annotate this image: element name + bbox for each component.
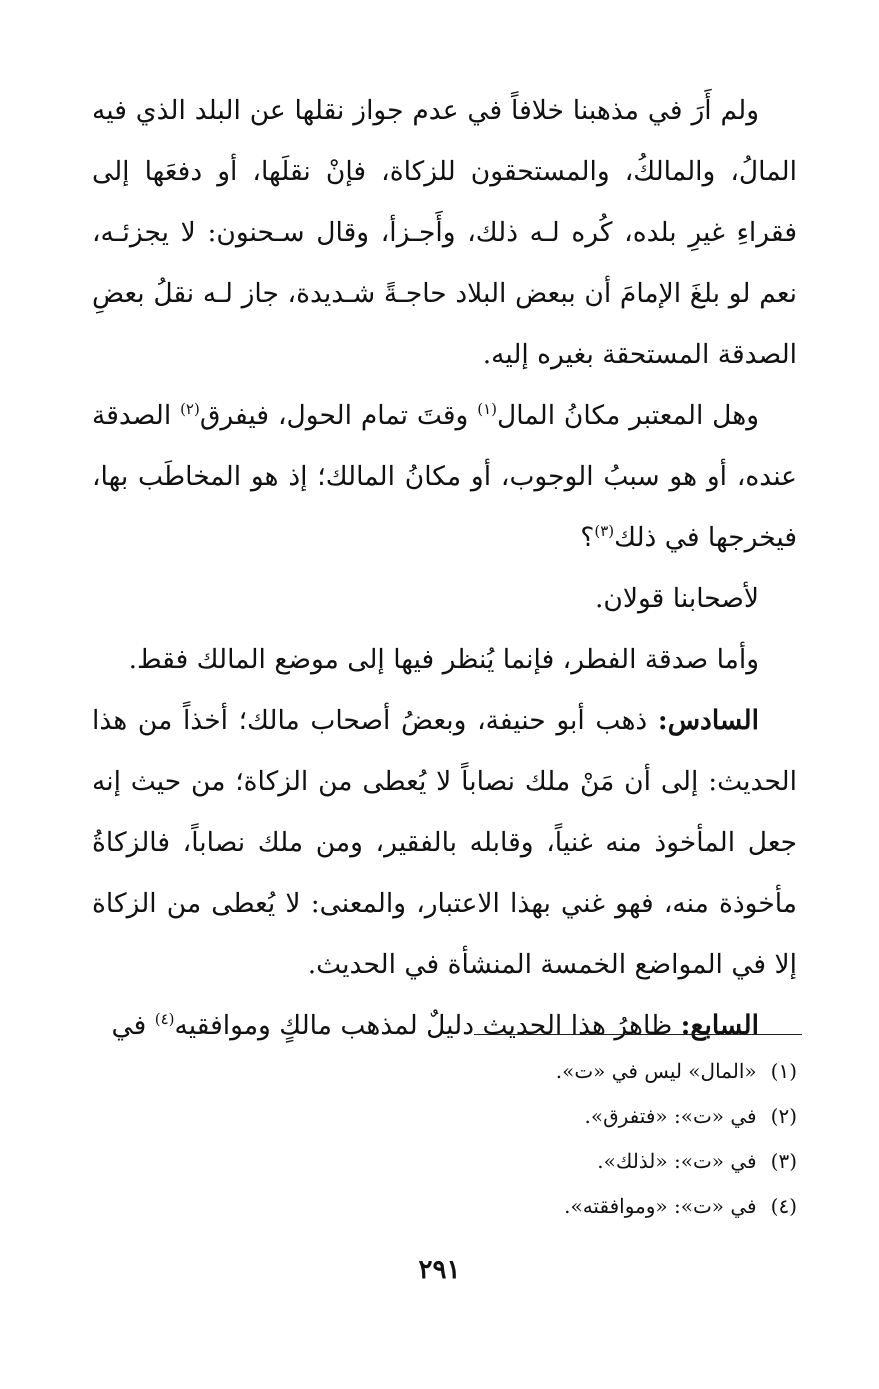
main-text	[92, 80, 797, 1056]
text-segment: ذهب أبو حنيفة، وبعضُ أصحاب مالك؛ أخذاً من هذا الحديث: إلى أن مَنْ ملك نصاباً لا يُعطى من الزكاة؛ من حيث إنه جعل المأخوذ منه غنياً، وقابله بالفقير، ومن ملك نصاباً، فالزكاةُ مأخوذة منه، فهو غني بهذا الاعتبار، والمعنى: لا يُعطى من الزكاة إلا في المواضع الخمسة المنشأة في الحديث.	[92, 705, 797, 980]
paragraph	[92, 568, 797, 629]
footnote-item	[297, 1094, 797, 1139]
paragraph	[92, 385, 797, 568]
footnote-text: في «ت»: «فتفرق».	[584, 1104, 757, 1128]
text-segment: وهل المعتبر مكانُ المال	[497, 400, 760, 431]
text-segment: وقتَ تمام الحول، فيفرق	[199, 400, 478, 431]
footnote-number: (١)	[770, 1059, 797, 1083]
text-segment: في	[111, 1010, 155, 1041]
text-segment: وأما صدقة الفطر، فإنما يُنظر فيها إلى موضع المالك فقط.	[128, 644, 759, 675]
section-heading: السابع:	[680, 1010, 759, 1041]
footnote-item	[297, 1139, 797, 1184]
text-segment: لأصحابنا قولان.	[594, 583, 759, 614]
footnote-marker[interactable]: (٤)	[154, 1010, 175, 1029]
paragraph	[92, 995, 797, 1056]
text-segment: ظاهرُ هذا الحديث دليلٌ لمذهب مالكٍ وموافقيه	[174, 1010, 681, 1041]
footnote-marker[interactable]: (٣)	[594, 522, 615, 541]
text-segment: ولم أَرَ في مذهبنا خلافاً في عدم جواز نقلها عن البلد الذي فيه المالُ، والمالكُ، والمستحقون للزكاة، فإنْ نقلَها، أو دفعَها إلى فقراءِ غيرِ بلده، كُره لـه ذلك، وأَجـزأ، وقال سـحنون: لا يجزئـه، نعم لو بلغَ الإمامَ أن ببعض البلاد حاجـةً شـديدة، جاز لـه نقلُ بعضِ الصدقة المستحقة بغيره إليه.	[92, 95, 797, 370]
footnote-marker[interactable]: (٢)	[180, 400, 200, 419]
footnote-item	[297, 1184, 797, 1229]
footnote-text: «المال» ليس في «ت».	[555, 1059, 757, 1083]
footnote-item	[297, 1049, 797, 1094]
page-number: ٢٩١	[418, 1255, 461, 1285]
book-page	[92, 80, 797, 1056]
footnote-number: (٤)	[770, 1194, 797, 1218]
paragraph	[92, 629, 797, 690]
footnote-separator	[474, 1034, 802, 1035]
paragraph	[92, 690, 797, 995]
footnotes	[297, 1049, 797, 1229]
section-heading: السادس:	[657, 705, 759, 736]
footnote-text: في «ت»: «وموافقته».	[564, 1194, 757, 1218]
text-segment: الصدقة عنده، أو هو سببُ الوجوب، أو مكانُ المالك؛ إذ هو المخاطَب بها، فيخرجها في ذلك	[92, 400, 797, 553]
footnote-text: في «ت»: «لذلك».	[597, 1149, 757, 1173]
text-segment: ؟	[580, 522, 595, 553]
footnote-number: (٢)	[770, 1104, 797, 1128]
footnote-number: (٣)	[770, 1149, 797, 1173]
footnote-marker[interactable]: (١)	[477, 400, 497, 419]
paragraph	[92, 80, 797, 385]
